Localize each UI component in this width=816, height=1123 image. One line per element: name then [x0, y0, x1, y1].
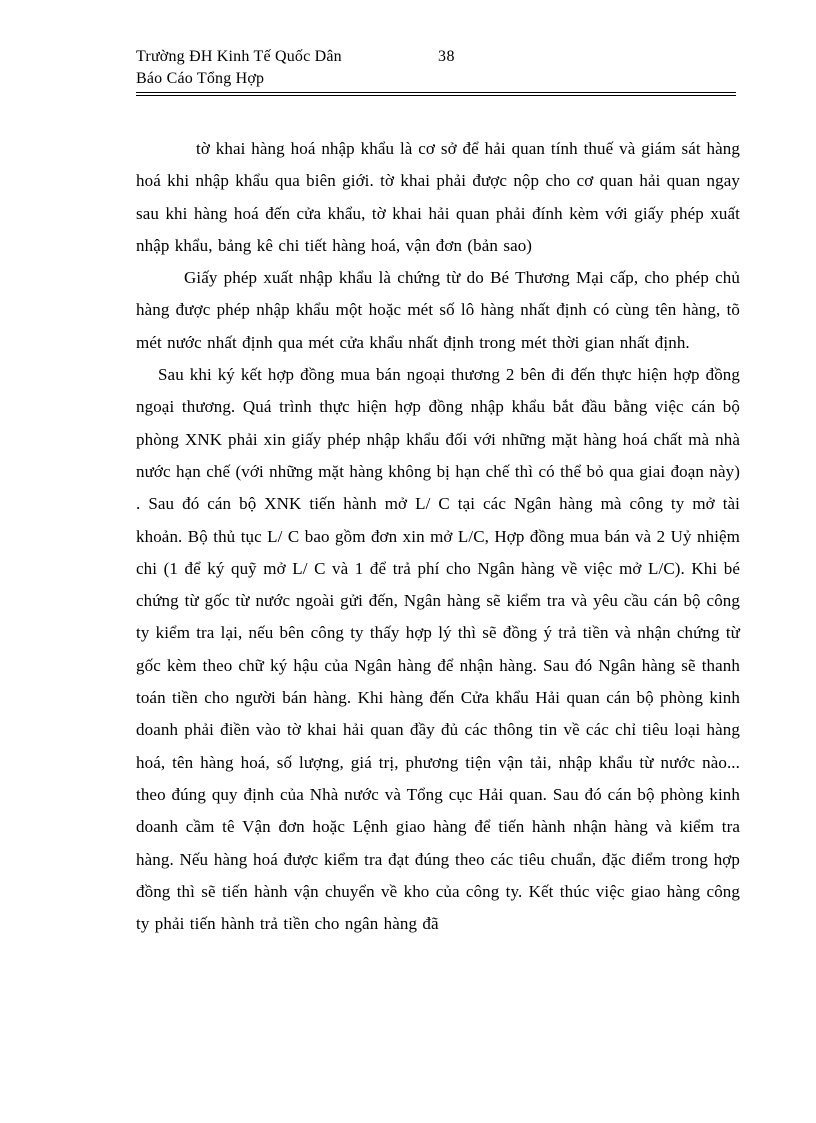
header-line-1 [136, 46, 736, 68]
header-report-title: Báo Cáo Tổng Hợp [136, 70, 265, 87]
header-school-name: Trường ĐH Kinh Tế Quốc Dân [136, 48, 342, 65]
document-body [136, 133, 740, 940]
page-number: 38 [438, 48, 455, 65]
page-header [136, 46, 736, 90]
paragraph-customs-declaration: tờ khai hàng hoá nhập khẩu là cơ sở để hải quan tính thuế và giám sát hàng hoá khi nhập khẩu qua biên giới. tờ khai phải được nộp cho cơ quan hải quan ngay sau khi hàng hoá đến cửa khẩu, tờ khai hải quan phải đính kèm với giấy phép xuất nhập khẩu, bảng kê chi tiết hàng hoá, vận đơn (bản sao) [136, 139, 740, 255]
paragraph-contract-process: Sau khi ký kết hợp đồng mua bán ngoại thương 2 bên đi đến thực hiện hợp đồng ngoại thương. Quá trình thực hiện hợp đồng nhập khẩu bắt đầu bằng việc cán bộ phòng XNK phải xin giấy phép nhập khẩu đối với những mặt hàng hoá chất mà nhà nước hạn chế (với những mặt hàng không bị hạn chế thì có thể bỏ qua giai đoạn này) . Sau đó cán bộ XNK tiến hành mở L/ C tại các Ngân hàng mà công ty mở tài khoản. Bộ thủ tục L/ C bao gồm đơn xin mở L/C, Hợp đồng mua bán và 2 Uỷ nhiệm chi (1 để ký quỹ mở L/ C và 1 để trả phí cho Ngân hàng về việc mở L/C). Khi bé chứng từ gốc từ nước ngoài gửi đến, Ngân hàng sẽ kiểm tra và yêu cầu cán bộ công ty kiểm tra lại, nếu bên công ty thấy hợp lý thì sẽ đồng ý trả tiền và nhận chứng từ gốc kèm theo chữ ký hậu của Ngân hàng để nhận hàng. Sau đó Ngân hàng sẽ thanh toán tiền cho người bán hàng. Khi hàng đến Cửa khẩu Hải quan cán bộ phòng kinh doanh phải điền vào tờ khai hải quan đầy đủ các thông tin về các chỉ tiêu loại hàng hoá, tên hàng hoá, số lượng, giá trị, phương tiện vận tải, nhập khẩu từ nước nào... theo đúng quy định của Nhà nước và Tổng cục Hải quan. Sau đó cán bộ phòng kinh doanh cầm tê Vận đơn hoặc Lệnh giao hàng để tiến hành nhận hàng và kiểm tra hàng. Nếu hàng hoá được kiểm tra đạt đúng theo các tiêu chuẩn, đặc điểm trong hợp đồng thì sẽ tiến hành vận chuyển về kho của công ty. Kết thúc việc giao hàng công ty phải tiến hành trả tiền cho ngân hàng đã [136, 365, 740, 934]
header-divider-top [136, 92, 736, 93]
paragraph-import-license: Giấy phép xuất nhập khẩu là chứng từ do Bé Thương Mại cấp, cho phép chủ hàng được phép nhập khẩu một hoặc mét số lô hàng nhất định có cùng tên hàng, tõ mét nước nhất định qua mét cửa khẩu nhất định trong mét thời gian nhất định. [136, 268, 740, 352]
header-divider-bottom [136, 95, 736, 96]
